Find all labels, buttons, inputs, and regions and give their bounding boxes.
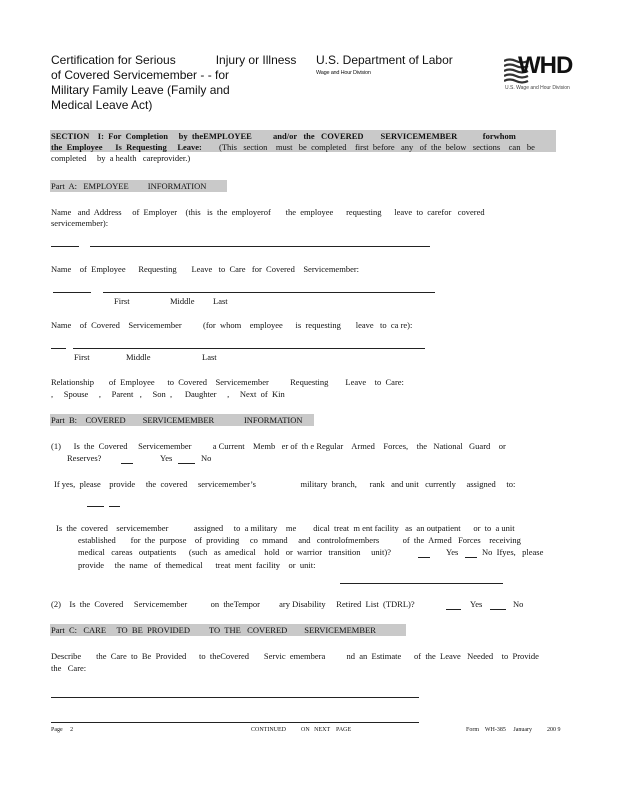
q2-no-label: No — [513, 599, 524, 609]
servicemember-name-field[interactable] — [73, 348, 425, 349]
ifyes-label: If yes, please provide the covered servicemember’s military branch, rank and unit currently assigned to: — [54, 479, 516, 489]
employer-label-2: servicemember): — [51, 218, 109, 228]
q2-text: (2) Is the Covered Servicemember on theTempor ary Disability Retired List (TDRL)? — [51, 599, 415, 609]
logo-text: WHD — [518, 52, 573, 79]
title-line-2: of Covered Servicemember - - for — [51, 68, 230, 82]
agency-subtitle: Wage and Hour Division — [316, 70, 371, 76]
outpatient-q-4: provide the name of themedical treat ment facility or unit: — [78, 560, 316, 570]
title-line-1: Certification for Serious Injury or Illness — [51, 53, 297, 67]
outpatient-q-2: established for the purpose of providing co mmand and controlofmembers of the Armed Forces receiving — [78, 535, 521, 545]
q2-no-blank[interactable] — [490, 609, 506, 610]
title-line-3: Military Family Leave (Family and — [51, 83, 230, 97]
employee-last-caption: Last — [213, 296, 228, 306]
employer-field-short[interactable] — [51, 246, 79, 247]
employee-middle-caption: Middle — [170, 296, 195, 306]
employer-label: Name and Address of Employer (this is the employerof the employee requesting leave to carefor covered — [51, 207, 485, 217]
section1-note-2: completed by a health careprovider.) — [51, 153, 191, 163]
logo-caption: U.S. Wage and Hour Division — [505, 85, 570, 91]
title-line-4: Medical Leave Act) — [51, 98, 153, 112]
servicemember-middle-caption: Middle — [126, 352, 151, 362]
q1-text-2: Reserves? — [67, 453, 102, 463]
employee-name-short-field[interactable] — [53, 292, 91, 293]
whd-logo — [504, 52, 584, 95]
servicemember-name-label: Name of Covered Servicemember (for whom employee is requesting leave to ca re): — [51, 320, 413, 330]
relationship-options[interactable]: , Spouse , Parent , Son , Daughter , Next of Kin — [51, 389, 285, 399]
outpatient-no-label: No Ifyes, please — [482, 547, 544, 557]
servicemember-first-caption: First — [74, 352, 90, 362]
servicemember-last-caption: Last — [202, 352, 217, 362]
q1-no-blank[interactable] — [178, 463, 195, 464]
q1-yes-label: Yes — [160, 453, 173, 463]
outpatient-yes-label: Yes — [446, 547, 459, 557]
facility-name-field[interactable] — [340, 583, 503, 584]
outpatient-no-blank[interactable] — [465, 557, 477, 558]
employee-first-caption: First — [114, 296, 130, 306]
section1-heading-2: the Employee Is Requesting Leave: — [51, 142, 202, 152]
agency-name: U.S. Department of Labor — [316, 53, 453, 67]
page-number: Page 2 — [51, 727, 74, 733]
outpatient-yes-blank[interactable] — [418, 557, 430, 558]
branch-blank-1[interactable] — [87, 506, 104, 507]
employee-name-field[interactable] — [103, 292, 435, 293]
q1-text: (1) Is the Covered Servicemember a Current Memb er of th e Regular Armed Forces, the National Guard or — [51, 441, 506, 451]
form-title — [51, 53, 296, 113]
partA-heading: Part A: EMPLOYEE INFORMATION — [51, 181, 207, 191]
section1-note-1: (This section must be completed first before any of the below sections can be — [219, 142, 535, 152]
servicemember-name-short-field[interactable] — [51, 348, 66, 349]
relationship-label: Relationship of Employee to Covered Servicemember Requesting Leave to Care: — [51, 377, 404, 387]
continued-note: CONTINUED ON NEXT PAGE — [251, 727, 352, 733]
outpatient-q-3: medical careas outpatients (such as amedical hold or warrior transition unit)? — [78, 547, 391, 557]
q1-yes-blank[interactable] — [121, 463, 133, 464]
form-number: Form WH-385 January 200 9 — [466, 727, 561, 733]
q1-no-label: No — [201, 453, 212, 463]
describe-care-label: Describe the Care to Be Provided to theCovered Servic emembera nd an Estimate of the Leave Needed to Provide — [51, 651, 539, 661]
care-description-field-1[interactable] — [51, 697, 419, 698]
outpatient-q-1: Is the covered servicemember assigned to a military me dical treat m ent facility as an outpatient or to a unit — [56, 523, 515, 533]
q2-yes-blank[interactable] — [446, 609, 461, 610]
employer-field[interactable] — [90, 246, 430, 247]
care-description-field-2[interactable] — [51, 722, 419, 723]
partB-heading: Part B: COVERED SERVICEMEMBER INFORMATION — [51, 415, 303, 425]
q2-yes-label: Yes — [470, 599, 483, 609]
employee-name-label: Name of Employee Requesting Leave to Care for Covered Servicemember: — [51, 264, 360, 274]
partC-heading: Part C: CARE TO BE PROVIDED TO THE COVERED SERVICEMEMBER — [51, 625, 376, 635]
describe-care-label-2: the Care: — [51, 663, 87, 673]
section1-heading: SECTION I: For Completion by theEMPLOYEE and/or the COVERED SERVICEMEMBER forwhom — [51, 131, 516, 141]
branch-blank-2[interactable] — [109, 506, 120, 507]
